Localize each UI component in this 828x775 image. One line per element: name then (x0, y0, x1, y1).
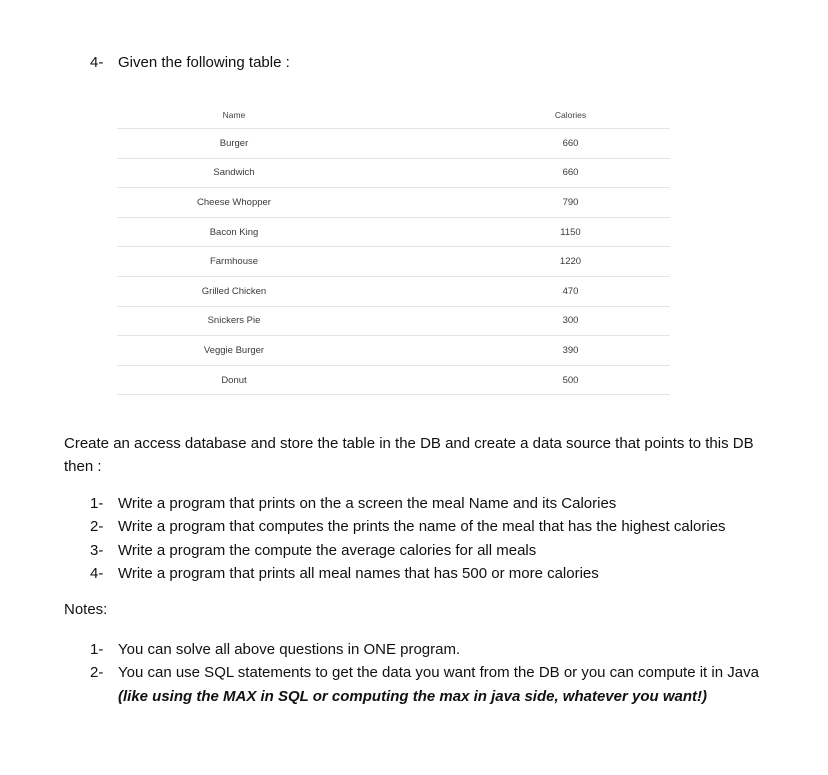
cell-name: Cheese Whopper (117, 188, 351, 218)
cell-name: Grilled Chicken (117, 276, 351, 306)
cell-name: Bacon King (117, 217, 351, 247)
table-row (117, 276, 670, 306)
task-text: Write a program that prints on the a screen the meal Name and its Calories (118, 495, 617, 512)
cell-name: Donut (117, 365, 351, 395)
notes-title: Notes: (64, 601, 108, 618)
meal-table (117, 102, 670, 395)
list-item (90, 515, 726, 538)
table-row (117, 247, 670, 277)
task-number: 1- (90, 495, 104, 512)
task-text: Write a program the compute the average calories for all meals (118, 541, 537, 559)
cell-name: Veggie Burger (117, 336, 351, 366)
list-item (90, 661, 790, 708)
cell-calories: 1150 (351, 217, 670, 247)
cell-calories: 300 (351, 306, 670, 336)
cell-name: Snickers Pie (117, 306, 351, 336)
task-number: 2- (90, 518, 104, 536)
note-emphasis: (like using the MAX in SQL or computing the max in java side, whatever you want!) (118, 687, 707, 705)
cell-calories: 660 (351, 129, 670, 159)
instructions-paragraph: Create an access database and store the table in the DB and create a data source that points to this DB then : (64, 435, 754, 475)
table-row (117, 336, 670, 366)
list-item (90, 638, 790, 661)
cell-calories: 660 (351, 158, 670, 188)
cell-calories: 500 (351, 365, 670, 395)
task-text: Write a program that computes the prints the name of the meal that has the highest calories (118, 518, 726, 536)
list-item (90, 492, 726, 515)
table-row (117, 365, 670, 395)
list-item (90, 539, 726, 562)
cell-name: Farmhouse (117, 247, 351, 277)
question-heading (90, 54, 290, 71)
header-name: Name (117, 102, 351, 129)
question-number: 4- (90, 54, 104, 71)
header-calories: Calories (351, 102, 670, 129)
cell-calories: 390 (351, 336, 670, 366)
task-list (90, 492, 726, 585)
cell-calories: 1220 (351, 247, 670, 277)
task-text: Write a program that prints all meal names that has 500 or more calories (118, 564, 599, 582)
list-item (90, 562, 726, 585)
cell-calories: 790 (351, 188, 670, 218)
cell-calories: 470 (351, 276, 670, 306)
table-header-row (117, 102, 670, 129)
table-row (117, 188, 670, 218)
cell-name: Sandwich (117, 158, 351, 188)
note-text: You can use SQL statements to get the data you want from the DB or you can compute it in Java (118, 664, 759, 682)
note-number: 2- (90, 664, 104, 682)
note-body (118, 661, 759, 708)
table-row (117, 158, 670, 188)
table-row (117, 306, 670, 336)
note-number: 1- (90, 641, 104, 658)
cell-name: Burger (117, 129, 351, 159)
task-number: 4- (90, 564, 104, 582)
task-number: 3- (90, 541, 104, 559)
notes-list (90, 638, 790, 708)
note-text: You can solve all above questions in ONE program. (118, 641, 461, 658)
table-row (117, 217, 670, 247)
table-row (117, 129, 670, 159)
question-text: Given the following table : (118, 54, 290, 71)
